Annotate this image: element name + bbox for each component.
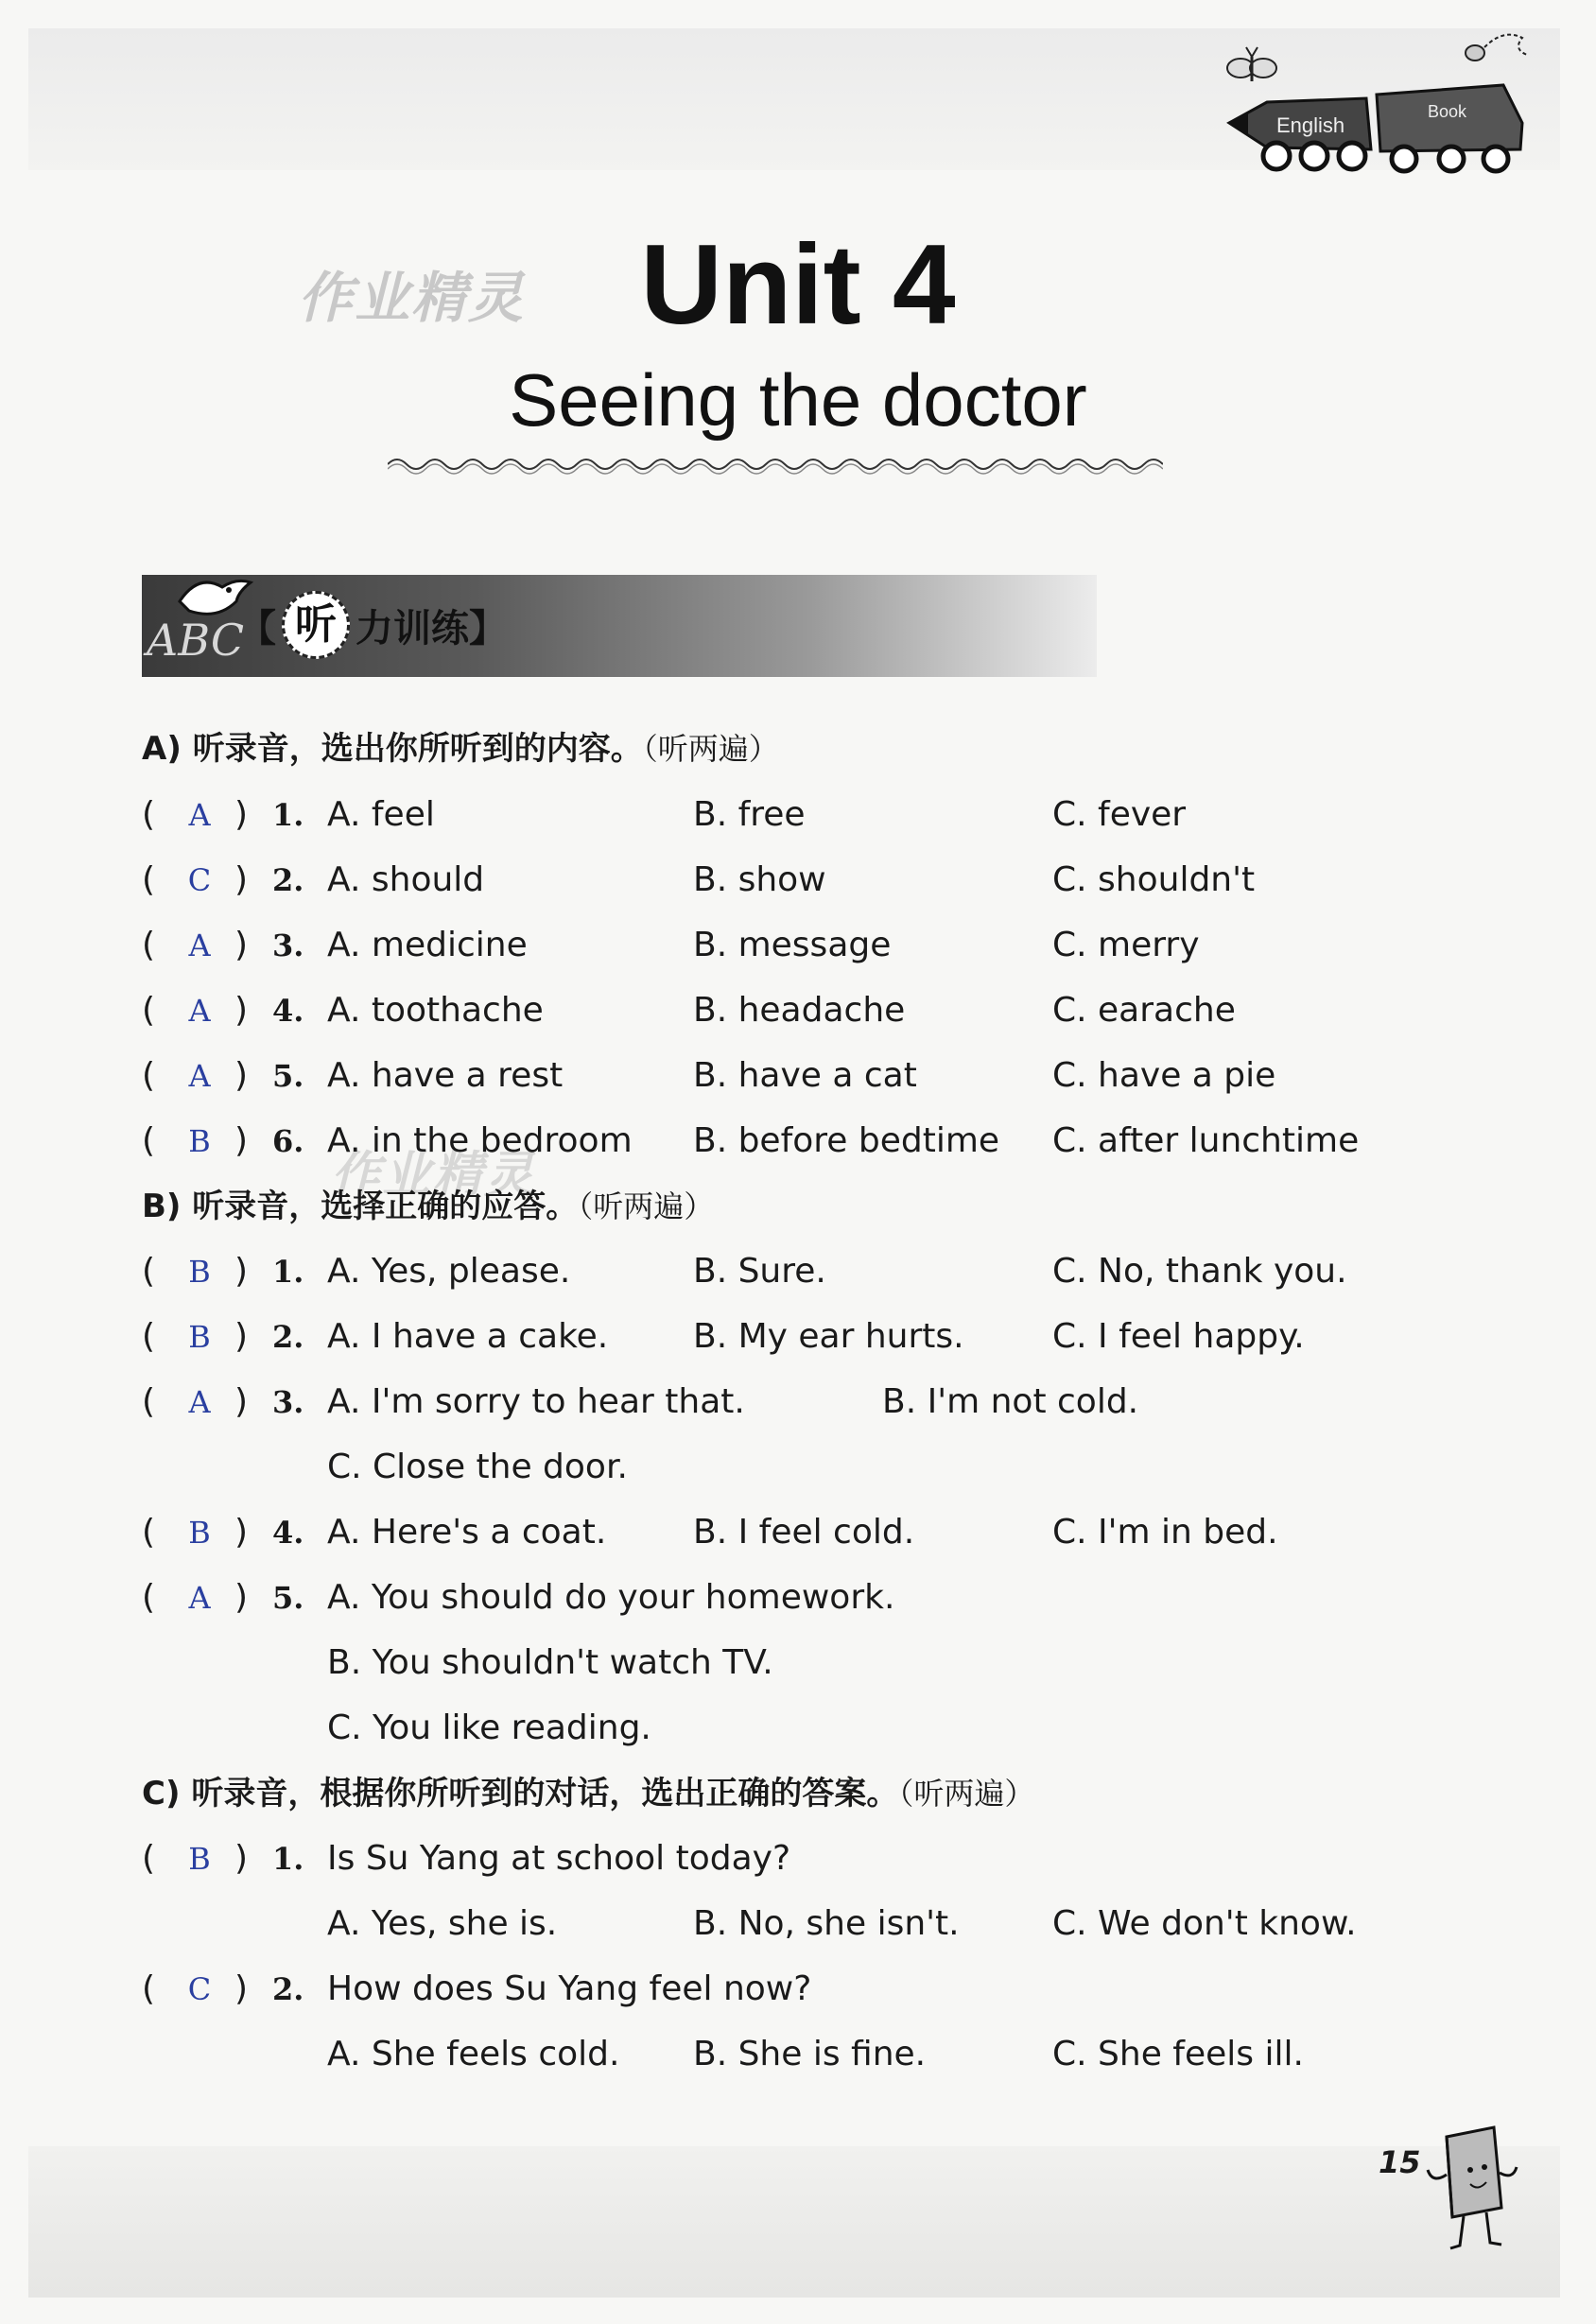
bottom-shading xyxy=(28,2146,1560,2298)
option-b: B. My ear hurts. xyxy=(693,1317,964,1356)
option-b: B. before bedtime xyxy=(693,1121,1000,1160)
question-row: ( C ) 2. How does Su Yang feel now? xyxy=(0,1961,1596,2018)
unit-subtitle: Seeing the doctor xyxy=(509,358,1087,442)
option-c: C. fever xyxy=(1052,795,1187,834)
book-car-icon xyxy=(1377,85,1522,171)
option-b: B. headache xyxy=(693,991,906,1030)
question-row-continued xyxy=(0,1700,1596,1757)
svg-text:Book: Book xyxy=(1428,102,1467,121)
option-b: B. free xyxy=(693,795,806,834)
option-a: A. should xyxy=(327,860,485,899)
pencil-car-icon xyxy=(1229,98,1371,169)
option-a: A. Yes, she is. xyxy=(327,1904,558,1943)
option-a: A. You should do your homework. xyxy=(327,1578,895,1617)
option-c: C. You like reading. xyxy=(327,1708,651,1747)
section-banner-title xyxy=(238,592,507,658)
option-b: B. I feel cold. xyxy=(693,1513,915,1552)
option-c: C. I'm in bed. xyxy=(1052,1513,1278,1552)
question-row-continued xyxy=(0,1439,1596,1496)
option-a: A. feel xyxy=(327,795,435,834)
page-number: 15 xyxy=(1379,2144,1421,2180)
answer-mark: A xyxy=(188,797,211,833)
butterfly-icon xyxy=(1227,47,1276,81)
question-number: 6. xyxy=(272,1123,304,1159)
question-row: ( B ) 1. A. Yes, please. B. Sure. C. No, thank you. xyxy=(0,1243,1596,1300)
question-number: 1. xyxy=(272,1841,304,1877)
question-row: ( B ) 1. Is Su Yang at school today? xyxy=(0,1830,1596,1887)
section-b-heading: B) 听录音，选择正确的应答。（听两遍） xyxy=(142,1188,715,1225)
answer-mark: B xyxy=(188,1515,211,1551)
option-a: A. have a rest xyxy=(327,1056,564,1095)
option-b: B. Sure. xyxy=(693,1252,826,1291)
option-a: A. Here's a coat. xyxy=(327,1513,607,1552)
question-number: 5. xyxy=(272,1580,304,1616)
answer-mark: C xyxy=(187,862,212,898)
answer-mark: B xyxy=(188,1841,211,1877)
option-c: C. have a pie xyxy=(1052,1056,1276,1095)
banner-title-text: 力训练 xyxy=(356,606,469,650)
question-number: 1. xyxy=(272,1254,304,1290)
question-row: ( A ) 5. A. You should do your homework. xyxy=(0,1570,1596,1626)
option-c: C. shouldn't xyxy=(1052,860,1256,899)
question-number: 1. xyxy=(272,797,304,833)
question-number: 2. xyxy=(272,1319,304,1355)
question-row: ( A ) 3. A. I'm sorry to hear that. B. I'm not cold. xyxy=(0,1374,1596,1431)
option-a: A. I have a cake. xyxy=(327,1317,609,1356)
question-row: ( A ) 5. A. have a rest B. have a cat C. have a pie xyxy=(0,1048,1596,1104)
bracket-right: 】 xyxy=(469,606,507,650)
bee-icon xyxy=(1466,35,1527,61)
option-c: C. merry xyxy=(1052,926,1200,964)
unit-title: Unit 4 xyxy=(640,221,956,348)
answer-mark: A xyxy=(188,1384,211,1420)
answer-mark: A xyxy=(188,1058,211,1094)
option-b: B. You shouldn't watch TV. xyxy=(327,1643,773,1682)
option-b: B. message xyxy=(693,926,892,964)
book-character-icon xyxy=(1418,2118,1522,2260)
car-train-illustration xyxy=(1201,19,1541,199)
answer-mark: B xyxy=(188,1123,211,1159)
watermark-logo: 作业精灵 xyxy=(298,266,526,330)
option-a: A. Yes, please. xyxy=(327,1252,571,1291)
answer-mark: A xyxy=(188,993,211,1029)
answer-mark: C xyxy=(187,1971,212,2007)
option-a: A. medicine xyxy=(327,926,528,964)
option-c: C. Close the door. xyxy=(327,1448,628,1486)
question-stem: How does Su Yang feel now? xyxy=(327,1969,812,2008)
option-b: B. She is fine. xyxy=(693,2035,927,2073)
option-c: C. No, thank you. xyxy=(1052,1252,1347,1291)
watermark-logo: 作业精灵 xyxy=(331,1147,536,1204)
option-a: A. in the bedroom xyxy=(327,1121,633,1160)
option-b: B. No, she isn't. xyxy=(693,1904,960,1943)
question-row: ( B ) 6. A. in the bedroom B. before bedtime C. after lunchtime xyxy=(0,1113,1596,1170)
svg-text:English: English xyxy=(1276,113,1345,137)
question-stem: Is Su Yang at school today? xyxy=(327,1839,791,1878)
question-number: 2. xyxy=(272,862,304,898)
option-c: C. She feels ill. xyxy=(1052,2035,1304,2073)
options-row xyxy=(0,1896,1596,1952)
answer-mark: B xyxy=(188,1319,211,1355)
question-row: ( B ) 2. A. I have a cake. B. My ear hurts. C. I feel happy. xyxy=(0,1309,1596,1365)
listening-char-badge: 听 xyxy=(282,591,350,659)
answer-mark: B xyxy=(188,1254,211,1290)
option-a: A. toothache xyxy=(327,991,544,1030)
question-row-continued xyxy=(0,1635,1596,1691)
question-number: 5. xyxy=(272,1058,304,1094)
option-b: B. show xyxy=(693,860,826,899)
answer-mark: A xyxy=(188,1580,211,1616)
options-row xyxy=(0,2026,1596,2083)
wavy-divider xyxy=(388,452,1163,477)
question-number: 3. xyxy=(272,1384,304,1420)
question-row: ( A ) 1. A. feel B. free C. fever xyxy=(0,787,1596,843)
question-row: ( A ) 4. A. toothache B. headache C. earache xyxy=(0,982,1596,1039)
section-a-heading: A) 听录音，选出你所听到的内容。（听两遍） xyxy=(142,730,779,768)
question-row: ( B ) 4. A. Here's a coat. B. I feel cold. C. I'm in bed. xyxy=(0,1504,1596,1561)
option-a: A. She feels cold. xyxy=(327,2035,620,2073)
bracket-left: 【 xyxy=(238,606,276,650)
option-c: C. I feel happy. xyxy=(1052,1317,1305,1356)
question-row: ( C ) 2. A. should B. show C. shouldn't xyxy=(0,852,1596,909)
option-b: B. have a cat xyxy=(693,1056,917,1095)
option-c: C. after lunchtime xyxy=(1052,1121,1360,1160)
question-number: 2. xyxy=(272,1971,304,2007)
section-c-heading: C) 听录音，根据你所听到的对话，选出正确的答案。（听两遍） xyxy=(142,1775,1035,1812)
question-number: 3. xyxy=(272,928,304,963)
answer-mark: A xyxy=(188,928,211,963)
option-c: C. We don't know. xyxy=(1052,1904,1357,1943)
option-b: B. I'm not cold. xyxy=(882,1382,1139,1421)
option-c: C. earache xyxy=(1052,991,1236,1030)
option-a: A. I'm sorry to hear that. xyxy=(327,1382,745,1421)
question-number: 4. xyxy=(272,993,304,1029)
banner-abc-letters: ABC xyxy=(147,615,245,666)
question-row: ( A ) 3. A. medicine B. message C. merry xyxy=(0,917,1596,974)
question-number: 4. xyxy=(272,1515,304,1551)
